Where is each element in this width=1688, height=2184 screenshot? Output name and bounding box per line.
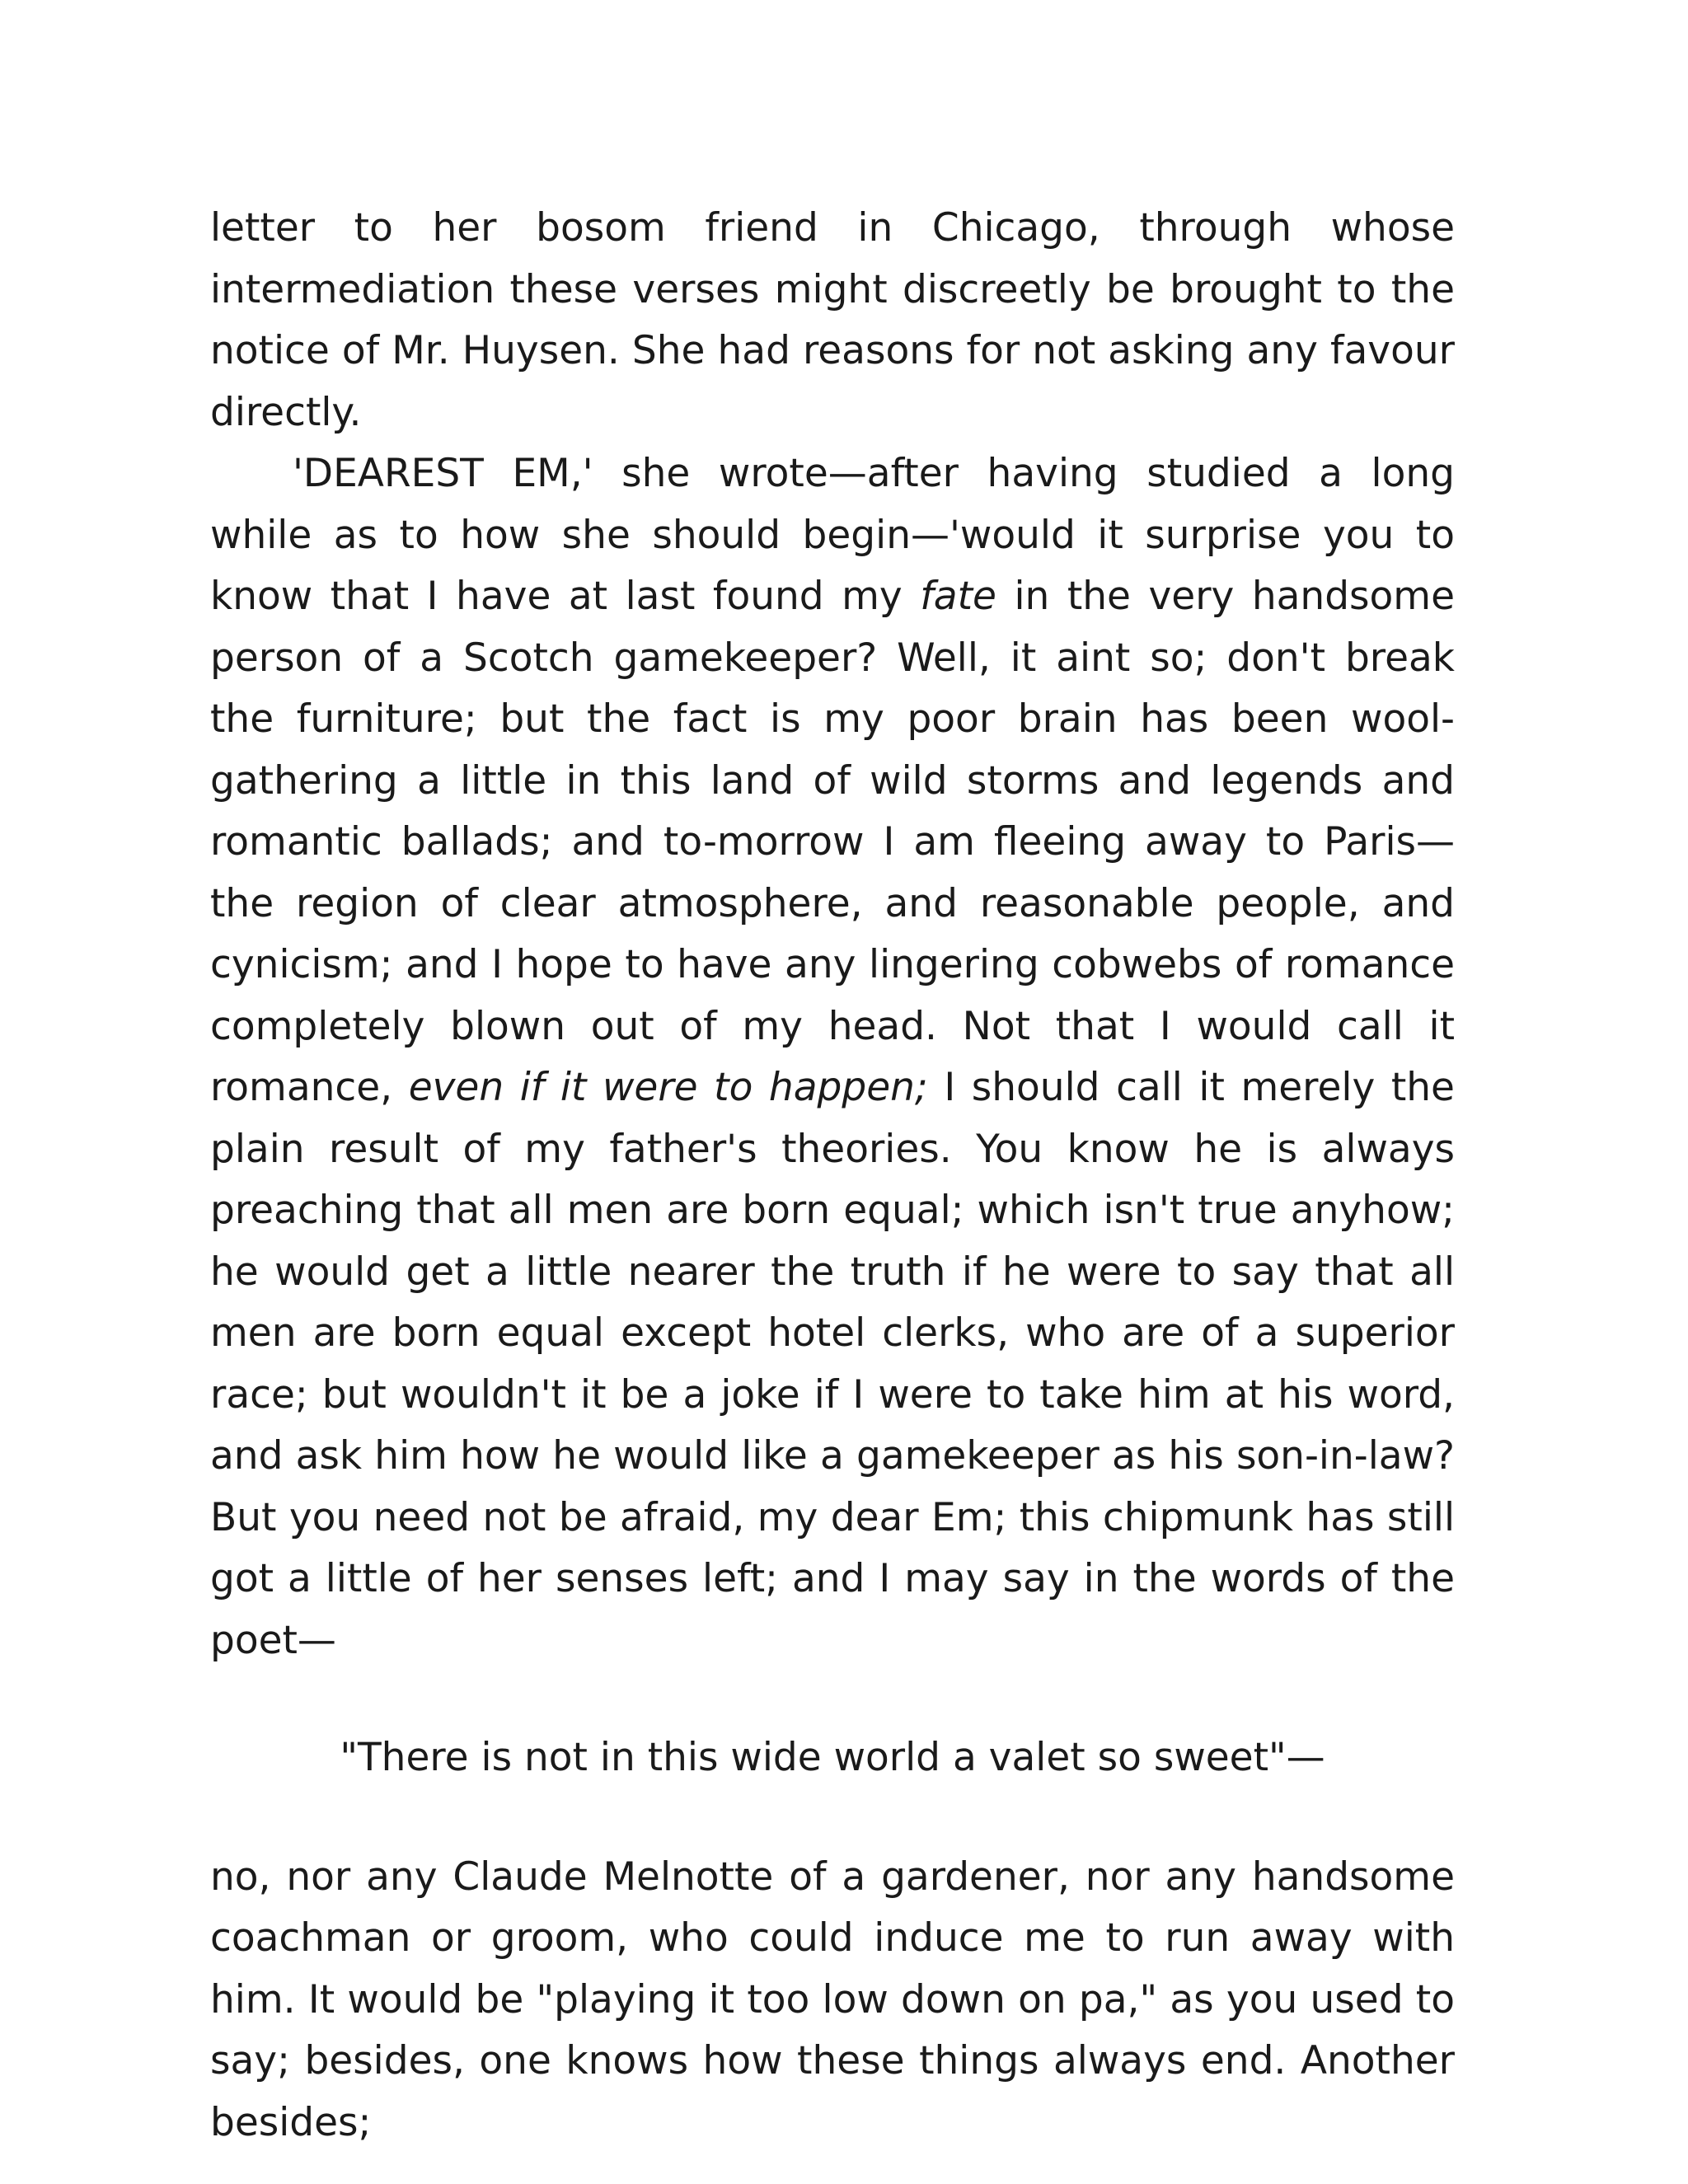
paragraph-2-text-e: I should call it merely the plain result of my father's theories. You know he is always preaching that all men are born equal; which isn't true anyhow; he would get a little nearer the truth if he were to say that all men are born equal except hotel clerks, who are of a superior race; but wouldn't it be a joke if I were to take him at his word, and ask him how he would like a gamekeeper as his son-in-law? But you need not be afraid, my dear Em; this chipmunk has still got a little of her senses left; and I may say in the words of the poet— xyxy=(210,1065,1455,1663)
italic-even-if: even if it were to happen; xyxy=(408,1065,928,1110)
italic-fate: fate xyxy=(920,574,996,619)
paragraph-2 xyxy=(210,443,1455,1671)
paragraph-2-text-a: 'DEAREST EM,' she wrote—after having studied a long while as to how she should begin—'would it surprise you to know that I have at last found my xyxy=(210,451,1455,619)
paragraph-2-text-c: in the very handsome person of a Scotch gamekeeper? Well, it aint so; don't break the furniture; but the fact is my poor brain has been wool-gathering a little in this land of wild storms and legends and romantic ballads; and to-morrow I am fleeing away to Paris—the region of clear atmosphere, and reasonable people, and cynicism; and I hope to have any lingering cobwebs of romance completely blown out of my head. Not that I would call it romance, xyxy=(210,574,1455,1110)
paragraph-3: no, nor any Claude Melnotte of a gardener, nor any handsome coachman or groom, who could induce me to run away with him. It would be "playing it too low down on pa," as you used to say; besides, one knows how these things always end. Another besides; xyxy=(210,1854,1455,2145)
document-page xyxy=(210,198,1455,2154)
paragraph-1: letter to her bosom friend in Chicago, through whose intermediation these verses might discreetly be brought to the notice of Mr. Huysen. She had reasons for not asking any favour directly. xyxy=(210,205,1455,435)
verse-quote: "There is not in this wide world a valet so sweet"— xyxy=(340,1735,1325,1780)
